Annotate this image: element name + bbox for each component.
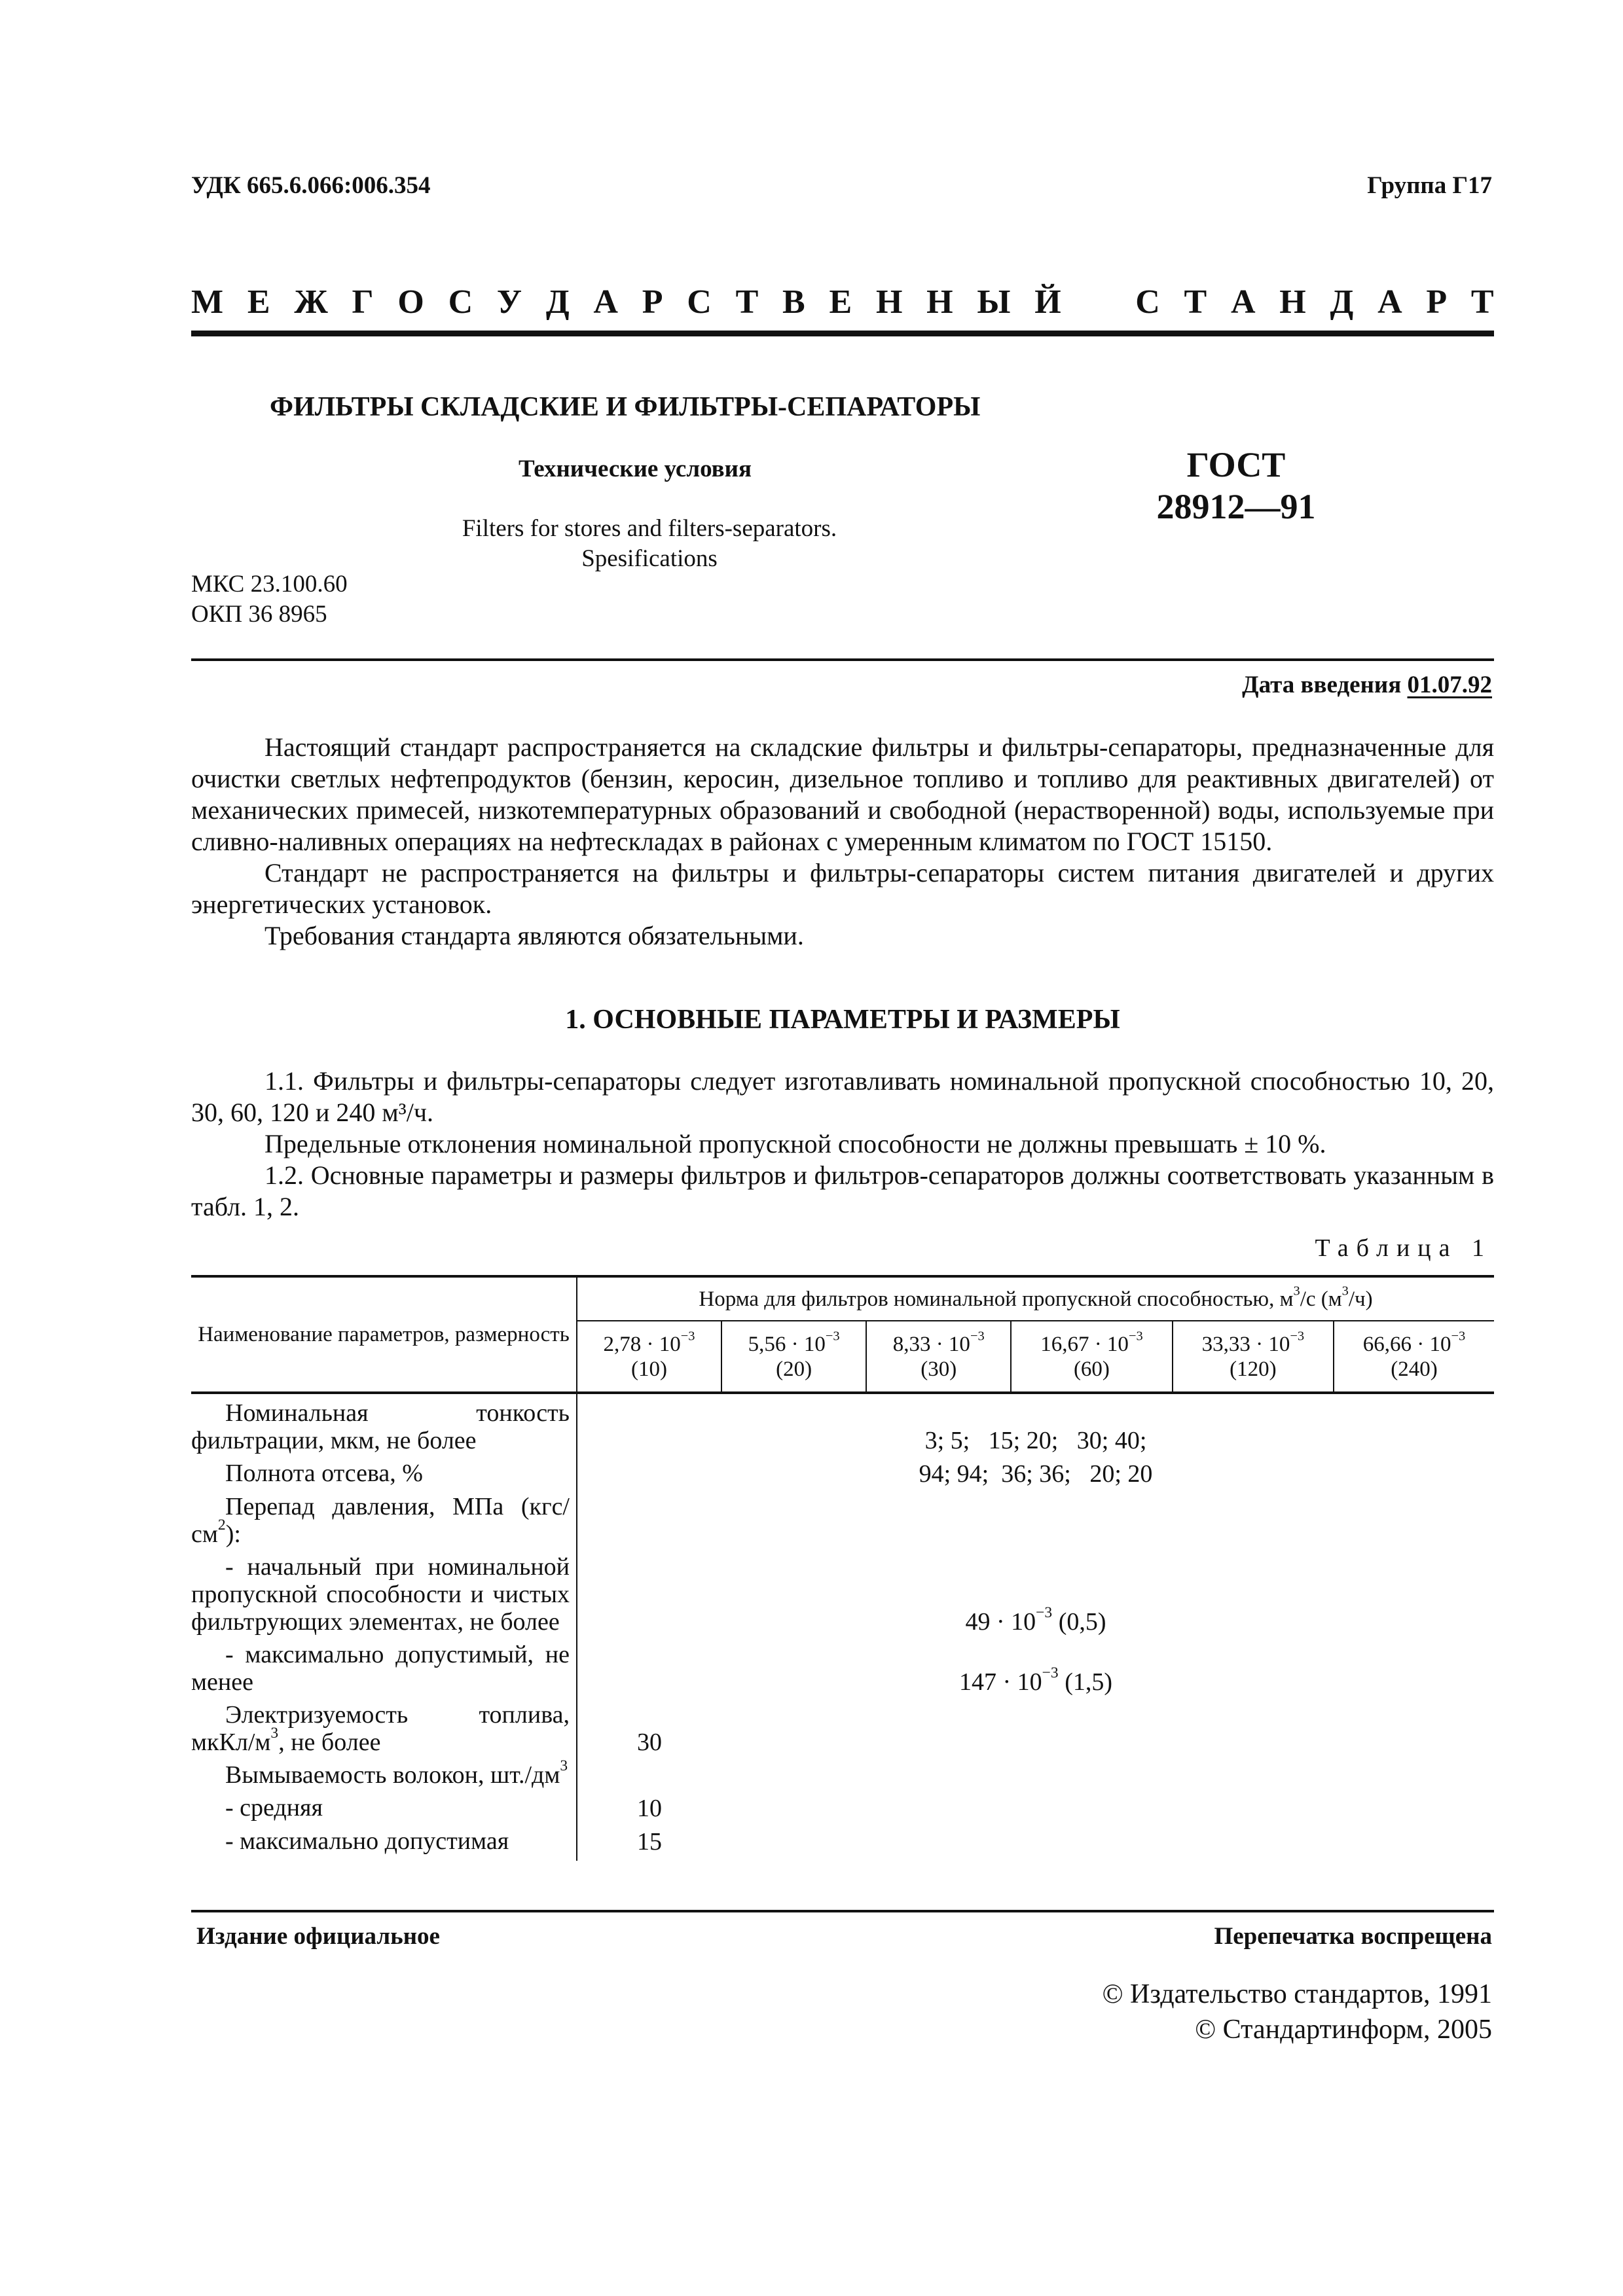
english-title: Filters for stores and filters-separators. Spesifications xyxy=(462,515,837,572)
capacity-column-header: $2,78 \cdot 10^{-3}$ (10) xyxy=(577,1321,721,1393)
document-title: ФИЛЬТРЫ СКЛАДСКИЕ И ФИЛЬТРЫ-СЕПАРАТОРЫ xyxy=(270,392,981,422)
table-row: - средняя 10 xyxy=(191,1794,1494,1827)
header-rule xyxy=(191,331,1494,336)
intro-paragraph: Требования стандарта являются обязательными. xyxy=(264,921,804,950)
reprint-notice: Перепечатка воспрещена xyxy=(1214,1923,1492,1950)
section-paragraph: 1.2. Основные параметры и размеры фильтров и фильтров-сепараторов должны соответствовать указанным в табл. 1, 2. xyxy=(191,1160,1494,1221)
section-text xyxy=(191,1066,1494,1223)
capacity-column-header: $66,66 \cdot 10^{-3}$ (240) xyxy=(1334,1321,1494,1393)
intro-text xyxy=(191,732,1494,952)
capacity-column-header: $16,67 \cdot 10^{-3}$ (60) xyxy=(1011,1321,1172,1393)
table-row: Номинальная тонкость фильтрации, мкм, не более 3; 5; 15; 20; 30; 40; xyxy=(191,1393,1494,1460)
footer-rule xyxy=(191,1910,1494,1912)
intro-paragraph: Стандарт не распространяется на фильтры и фильтры-сепараторы систем питания двигателей и других энергетических установок. xyxy=(191,858,1494,919)
title-rule xyxy=(191,658,1494,661)
section-paragraph: 1.1. Фильтры и фильтры-сепараторы следует изготавливать номинальной пропускной способностью 10, 20, 30, 60, 120 и 240 м³/ч. xyxy=(191,1066,1494,1127)
section-paragraph: Предельные отклонения номинальной пропускной способности не должны превышать ± 10 %. xyxy=(264,1129,1326,1158)
capacity-column-header: $33,33 \cdot 10^{-3}$ (120) xyxy=(1173,1321,1334,1393)
gost-number: ГОСТ 28912—91 xyxy=(1156,445,1316,526)
intro-paragraph: Настоящий стандарт распространяется на складские фильтры и фильтры-сепараторы, предназначенные для очистки светлых нефтепродуктов (бензин, керосин, дизельное топливо и топливо для реактивных двигателей) от механических примесей, низкотемпературных образований и свободной (нерастворенной) воды, используемые при сливно-наливных операциях на нефтескладах в районах с умеренным климатом по ГОСТ 15150. xyxy=(191,732,1494,856)
table-row: Вымываемость волокон, $шт./дм^3$ xyxy=(191,1761,1494,1794)
table-caption: Таблица 1 xyxy=(1315,1234,1492,1262)
table-row: - начальный при номинальной пропускной способности и чистых фильтрующих элементах, не более $49 \cdot 10^{-3}$ (0,5) xyxy=(191,1553,1494,1641)
effective-date: Дата введения 01.07.92 xyxy=(1242,672,1492,698)
table-row: Полнота отсева, % 94; 94; 36; 36; 20; 20 xyxy=(191,1460,1494,1493)
table-row: - максимально допустимый, не менее $147 \cdot 10^{-3}$ (1,5) xyxy=(191,1641,1494,1701)
classification-codes: МКС 23.100.60 ОКП 36 8965 xyxy=(191,571,348,628)
table-row: Электризуемость топлива, мкКл/$м^3$, не более 30 xyxy=(191,1701,1494,1761)
section-heading: 1. ОСНОВНЫЕ ПАРАМЕТРЫ И РАЗМЕРЫ xyxy=(565,1005,1120,1035)
table-row: Перепад давления, МПа $(кгс/см^2)$: xyxy=(191,1493,1494,1553)
interstate-standard-banner: М Е Ж Г О С У Д А Р С Т В Е Н Н Ы Й С Т А Н Д А Р Т xyxy=(191,283,1494,321)
copyright-block: © Издательство стандартов, 1991 © Стандартинформ, 2005 xyxy=(1102,1979,1492,2045)
group-code: Группа Г17 xyxy=(1367,172,1492,199)
norm-column-header: Норма для фильтров номинальной пропускной способностью, $м^3/с$ $(м^3/ч)$ xyxy=(577,1276,1494,1321)
capacity-column-header: $5,56 \cdot 10^{-3}$ (20) xyxy=(721,1321,866,1393)
capacity-column-header: $8,33 \cdot 10^{-3}$ (30) xyxy=(866,1321,1011,1393)
official-edition-label: Издание официальное xyxy=(196,1923,440,1950)
table-row: - максимально допустимая 15 xyxy=(191,1827,1494,1861)
parameters-table xyxy=(191,1275,1494,1861)
udk-code: УДК 665.6.066:006.354 xyxy=(191,172,431,199)
param-column-header: Наименование параметров, размерность xyxy=(191,1276,577,1393)
document-subtitle: Технические условия xyxy=(519,456,752,482)
